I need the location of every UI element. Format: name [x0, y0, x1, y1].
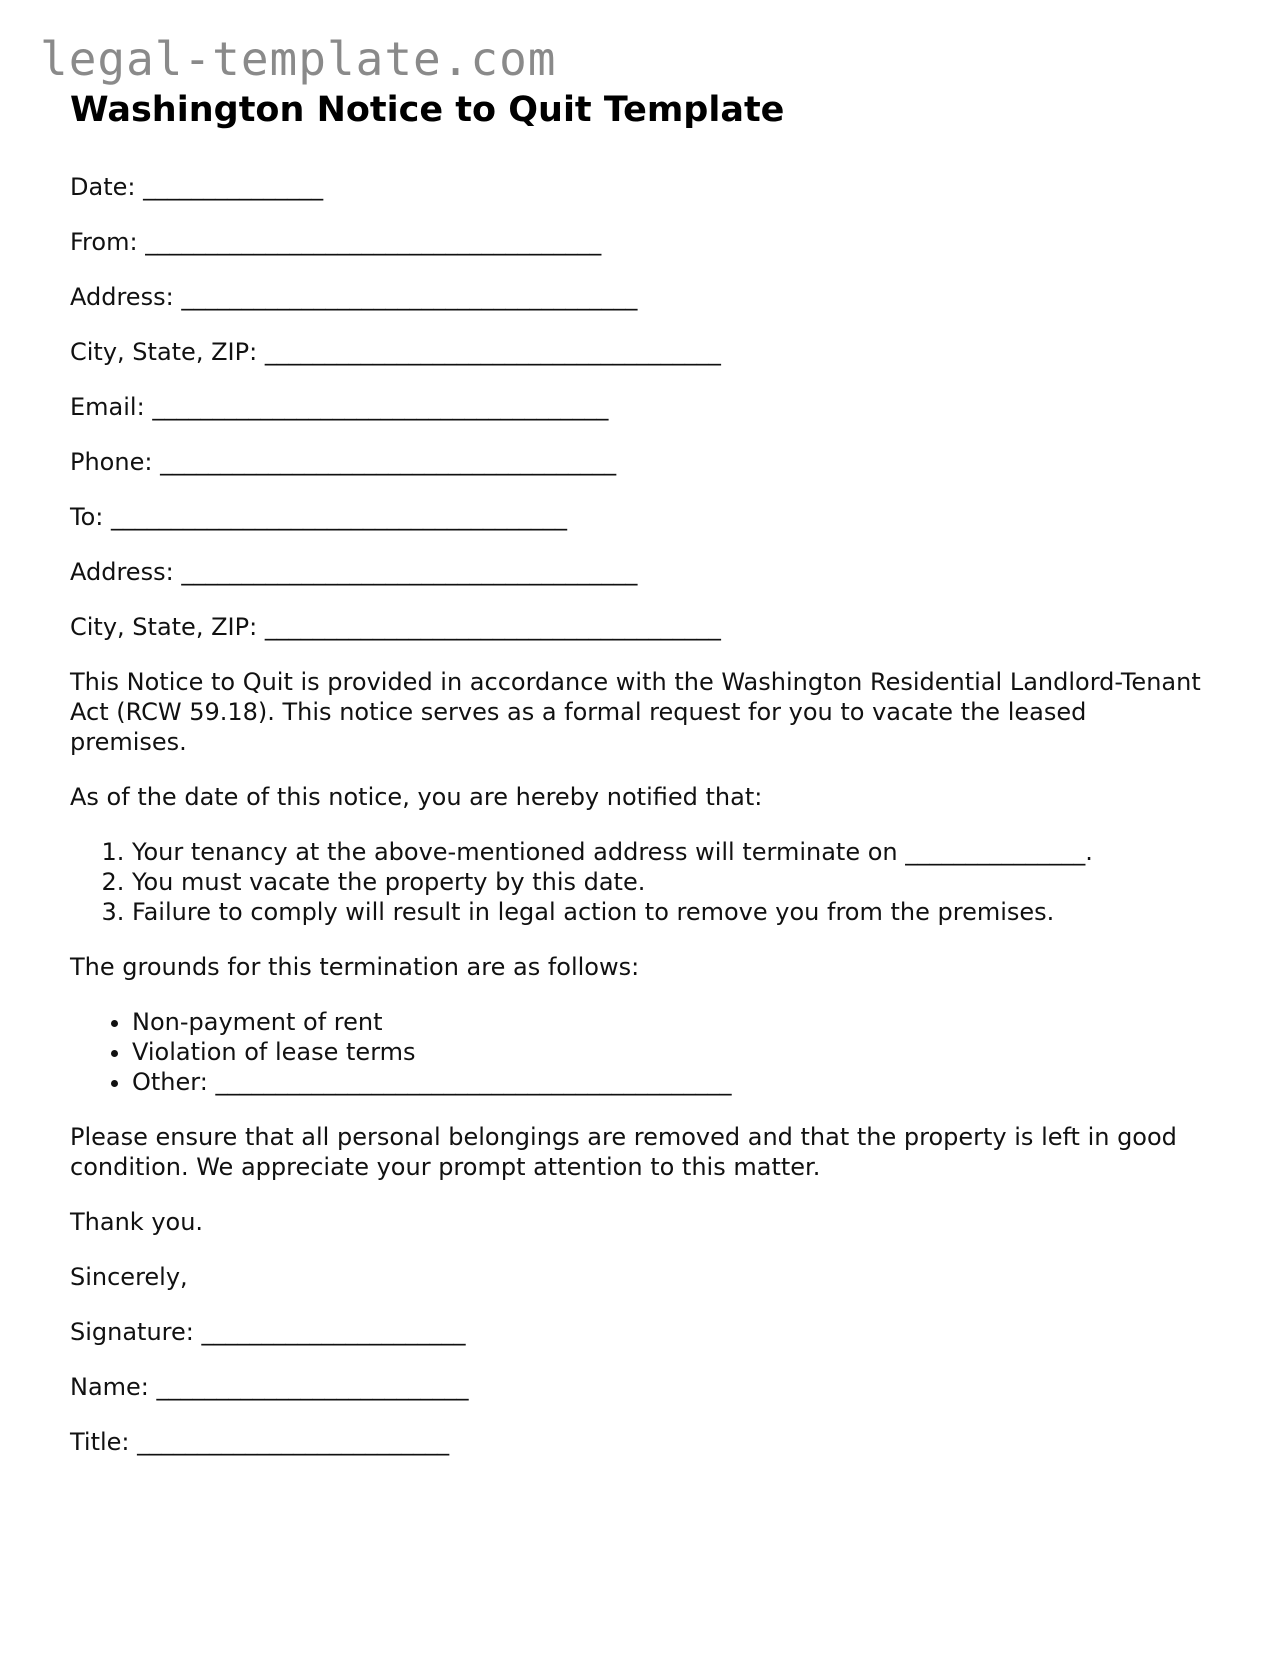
list-item: 1. Your tenancy at the above-mentioned address will terminate on _______________. — [132, 837, 1210, 867]
field-label: Signature: — [70, 1318, 194, 1346]
from-field — [70, 227, 1210, 257]
grounds-heading: The grounds for this termination are as follows: — [70, 953, 640, 981]
list-item: 2. You must vacate the property by this date. — [132, 867, 1210, 897]
field-blank[interactable]: ______________________________________ — [264, 613, 721, 641]
field-label: From: — [70, 228, 138, 256]
field-blank[interactable]: __________________________ — [137, 1428, 450, 1456]
field-blank[interactable]: ______________________________________ — [181, 283, 638, 311]
list-item: • Non-payment of rent — [132, 1007, 1210, 1037]
closing-paragraph: Please ensure that all personal belongings are removed and that the property is left in good condition. We appreciate your prompt attention to this matter. — [70, 1123, 1177, 1181]
field-blank[interactable]: ______________________________________ — [181, 558, 638, 586]
field-blank[interactable]: ______________________________________ — [160, 448, 617, 476]
intro-paragraph: This Notice to Quit is provided in accordance with the Washington Residential Landlord-Tenant Act (RCW 59.18). This notice serves as a formal request for you to vacate the leased premises. — [70, 668, 1201, 756]
to-city-state-zip-field — [70, 612, 1210, 642]
list-item: • Other: ___________________________________________ — [132, 1067, 1210, 1097]
from-city-state-zip-field — [70, 337, 1210, 367]
to-address-field — [70, 557, 1210, 587]
field-label: Address: — [70, 558, 174, 586]
field-blank[interactable]: _______________ — [143, 173, 324, 201]
email-field — [70, 392, 1210, 422]
thanks-line: Thank you. — [70, 1208, 204, 1236]
list-item: • Violation of lease terms — [132, 1037, 1210, 1067]
date-field — [70, 172, 1210, 202]
notified-line: As of the date of this notice, you are hereby notified that: — [70, 783, 763, 811]
document — [70, 88, 1210, 1482]
field-blank[interactable]: ______________________________________ — [145, 228, 602, 256]
terms-list — [70, 837, 1210, 927]
name-field — [70, 1372, 1210, 1402]
field-blank[interactable]: ______________________ — [201, 1318, 466, 1346]
from-address-field — [70, 282, 1210, 312]
field-label: Email: — [70, 393, 145, 421]
field-label: City, State, ZIP: — [70, 338, 258, 366]
field-blank[interactable]: ______________________________________ — [111, 503, 567, 531]
field-label: Name: — [70, 1373, 149, 1401]
grounds-list — [70, 1007, 1210, 1097]
field-label: Date: — [70, 173, 136, 201]
list-item: 3. Failure to comply will result in legal action to remove you from the premises. — [132, 897, 1210, 927]
title-field — [70, 1427, 1210, 1457]
sincerely-line: Sincerely, — [70, 1263, 188, 1291]
field-blank[interactable]: ______________________________________ — [152, 393, 609, 421]
field-label: To: — [70, 503, 104, 531]
field-label: Address: — [70, 283, 174, 311]
to-field — [70, 502, 1210, 532]
field-label: City, State, ZIP: — [70, 613, 258, 641]
field-blank[interactable]: ______________________________________ — [264, 338, 721, 366]
document-title: Washington Notice to Quit Template — [70, 90, 785, 130]
field-blank[interactable]: __________________________ — [156, 1373, 469, 1401]
field-label: Title: — [70, 1428, 130, 1456]
phone-field — [70, 447, 1210, 477]
signature-field — [70, 1317, 1210, 1347]
field-label: Phone: — [70, 448, 153, 476]
watermark: legal-template.com — [40, 32, 557, 86]
